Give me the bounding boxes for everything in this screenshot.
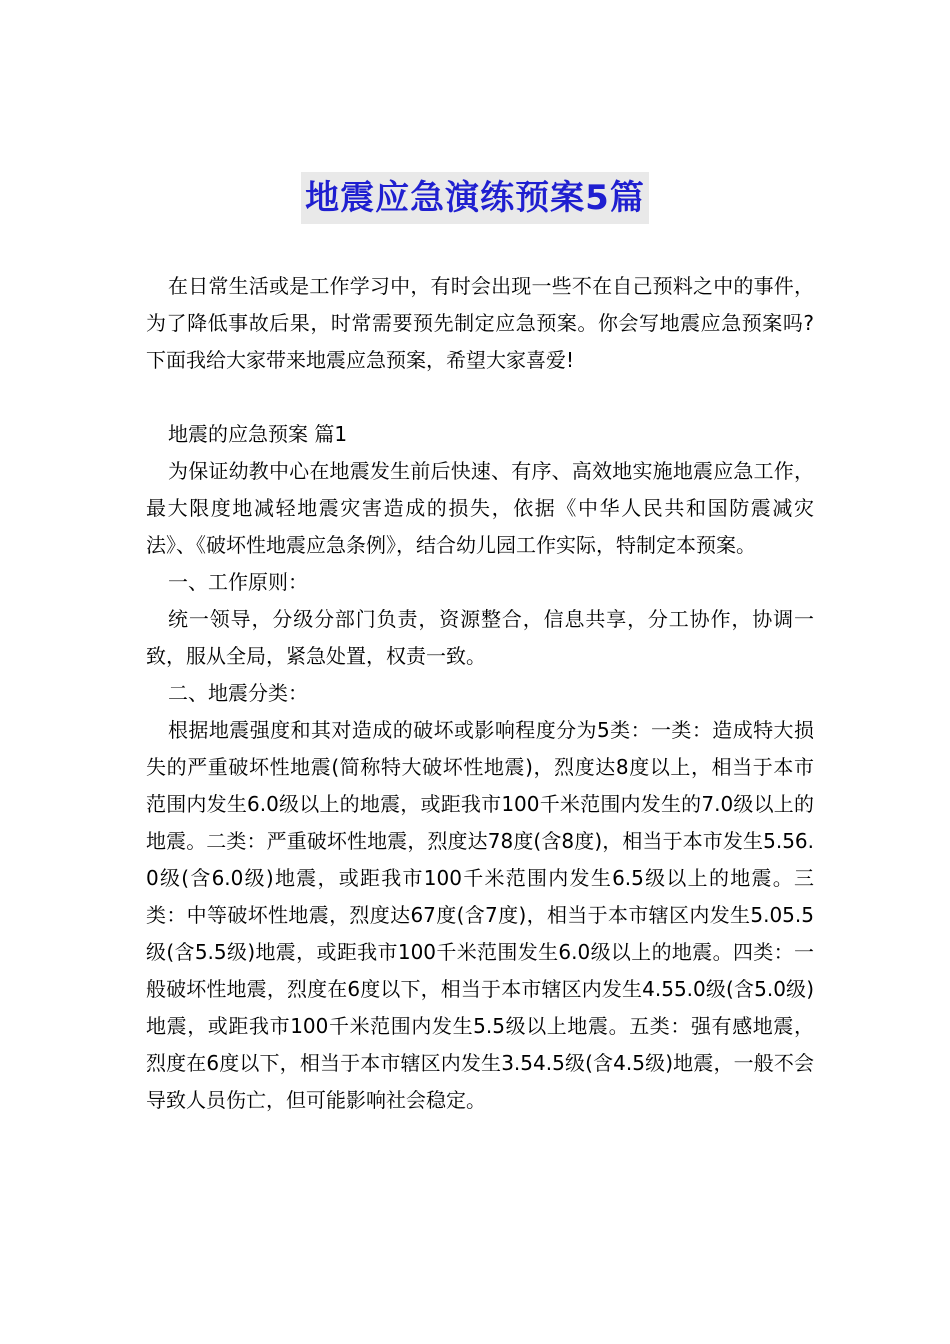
document-body: [146, 268, 814, 1119]
earthquake-classification-paragraph: 根据地震强度和其对造成的破坏或影响程度分为5类：一类：造成特大损失的严重破坏性地震(简称特大破坏性地震)，烈度达8度以上，相当于本市范围内发生6.0级以上的地震，或距我市100千米范围内发生的7.0级以上的地震。二类：严重破坏性地震，烈度达78度(含8度)，相当于本市发生5.56.0级(含6.0级)地震，或距我市100千米范围内发生6.5级以上的地震。三类：中等破坏性地震，烈度达67度(含7度)，相当于本市辖区内发生5.05.5级(含5.5级)地震，或距我市100千米范围发生6.0级以上的地震。四类：一般破坏性地震，烈度在6度以下，相当于本市辖区内发生4.55.0级(含5.0级)地震，或距我市100千米范围内发生5.5级以上地震。五类：强有感地震，烈度在6度以下，相当于本市辖区内发生3.54.5级(含4.5级)地震，一般不会导致人员伤亡，但可能影响社会稳定。: [146, 718, 814, 1112]
section-heading-plan-1: 地震的应急预案 篇1: [168, 422, 348, 446]
work-principles-paragraph: 统一领导，分级分部门负责，资源整合，信息共享，分工协作，协调一致，服从全局，紧急处置，权责一致。: [146, 607, 814, 668]
heading-work-principles: 一、工作原则：: [168, 570, 308, 594]
purpose-paragraph: 为保证幼教中心在地震发生前后快速、有序、高效地实施地震应急工作，最大限度地减轻地震灾害造成的损失，依据《中华人民共和国防震减灾法》、《破坏性地震应急条例》，结合幼儿园工作实际，特制定本预案。: [146, 459, 814, 557]
document-title: 地震应急演练预案5篇: [301, 172, 649, 224]
title-container: [0, 172, 950, 224]
intro-paragraph: 在日常生活或是工作学习中，有时会出现一些不在自己预料之中的事件，为了降低事故后果，时常需要预先制定应急预案。你会写地震应急预案吗?下面我给大家带来地震应急预案，希望大家喜爱!: [146, 274, 814, 372]
heading-earthquake-classification: 二、地震分类：: [168, 681, 308, 705]
